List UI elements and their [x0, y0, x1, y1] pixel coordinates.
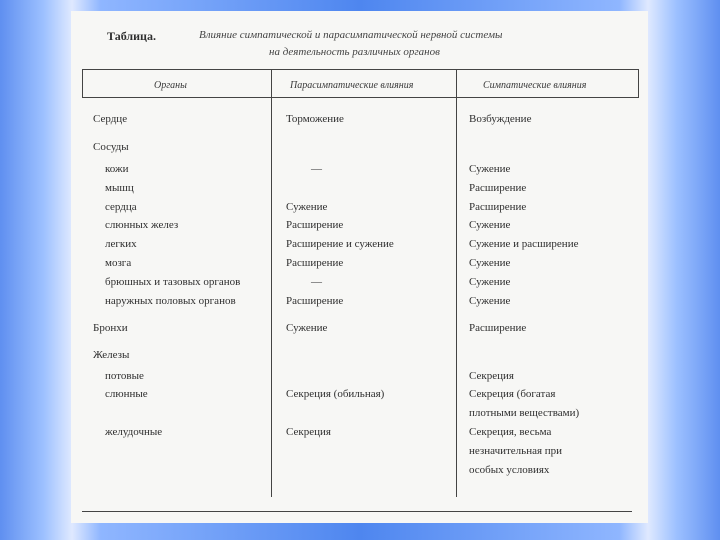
header-border	[82, 97, 639, 98]
sympathetic-cell: Расширение	[469, 322, 527, 334]
sympathetic-cell: Секреция	[469, 370, 514, 382]
column-header-parasympathetic: Парасимпатические влияния	[290, 80, 414, 91]
column-divider-2	[456, 69, 457, 497]
parasympathetic-cell: Сужение	[286, 201, 328, 213]
column-header-sympathetic: Симпатические влияния	[483, 80, 587, 91]
table-title: Таблица.	[107, 29, 156, 43]
sympathetic-cell: Возбуждение	[469, 113, 532, 125]
parasympathetic-cell: —	[311, 163, 322, 175]
table-sheet	[71, 11, 648, 523]
table-subtitle-line1: Влияние симпатической и парасимпатической нервной системы	[199, 29, 503, 41]
organ-cell: наружных половых органов	[105, 295, 236, 307]
parasympathetic-cell: —	[311, 276, 322, 288]
sympathetic-cell: незначительная при	[469, 445, 563, 457]
organ-cell: желудочные	[105, 426, 163, 438]
organ-cell: слюнных желез	[105, 219, 179, 231]
parasympathetic-cell: Расширение	[286, 257, 344, 269]
parasympathetic-cell: Торможение	[286, 113, 344, 125]
parasympathetic-cell: Расширение	[286, 295, 344, 307]
sympathetic-cell: Расширение	[469, 201, 527, 213]
top-border	[82, 69, 639, 70]
left-border	[82, 69, 83, 97]
organ-cell: легких	[105, 238, 137, 250]
organ-cell: Бронхи	[93, 322, 128, 334]
column-divider-1	[271, 69, 272, 497]
sympathetic-cell: Сужение	[469, 219, 511, 231]
sympathetic-cell: плотными веществами)	[469, 407, 580, 419]
organ-cell: мышц	[105, 182, 134, 194]
sympathetic-cell: Сужение	[469, 276, 511, 288]
sympathetic-cell: Расширение	[469, 182, 527, 194]
parasympathetic-cell: Сужение	[286, 322, 328, 334]
sympathetic-cell: Секреция (богатая	[469, 388, 556, 400]
sympathetic-cell: Сужение	[469, 257, 511, 269]
organ-cell: Сердце	[93, 113, 128, 125]
organ-cell: брюшных и тазовых органов	[105, 276, 241, 288]
sympathetic-cell: Секреция, весьма	[469, 426, 552, 438]
sympathetic-cell: Сужение	[469, 163, 511, 175]
sympathetic-cell: Сужение	[469, 295, 511, 307]
organ-cell: Железы	[93, 349, 130, 361]
organ-cell: потовые	[105, 370, 144, 382]
bottom-border	[82, 511, 632, 512]
table-subtitle-line2: на деятельность различных органов	[269, 46, 440, 58]
organ-cell: слюнные	[105, 388, 148, 400]
right-border	[638, 69, 639, 97]
organ-cell: Сосуды	[93, 141, 129, 153]
sympathetic-cell: Сужение и расширение	[469, 238, 579, 250]
sympathetic-cell: особых условиях	[469, 464, 550, 476]
organ-cell: кожи	[105, 163, 129, 175]
organ-cell: сердца	[105, 201, 137, 213]
column-header-organs: Органы	[154, 80, 187, 91]
parasympathetic-cell: Расширение	[286, 219, 344, 231]
parasympathetic-cell: Расширение и сужение	[286, 238, 394, 250]
parasympathetic-cell: Секреция (обильная)	[286, 388, 385, 400]
organ-cell: мозга	[105, 257, 132, 269]
parasympathetic-cell: Секреция	[286, 426, 331, 438]
